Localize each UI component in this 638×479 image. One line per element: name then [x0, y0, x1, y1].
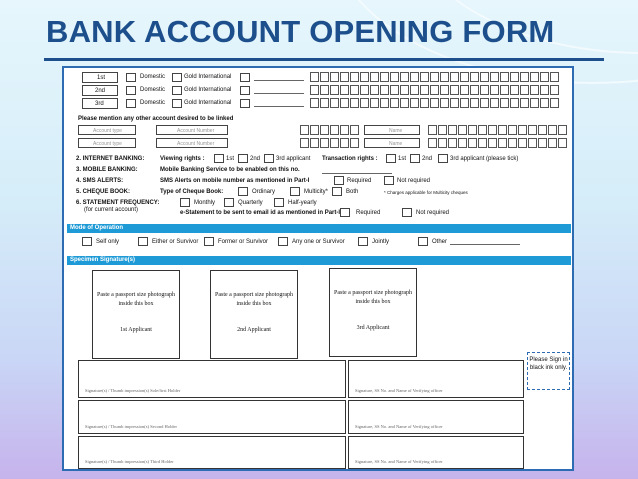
title-underline	[44, 58, 604, 61]
photo-box-1st-applicant[interactable]	[92, 270, 180, 359]
page-title: BANK ACCOUNT OPENING FORM	[46, 14, 555, 49]
gold-international-checkbox[interactable]	[172, 86, 182, 95]
domestic-checkbox[interactable]	[126, 73, 136, 82]
signature-box-second-holder[interactable]	[78, 400, 346, 434]
applicant-entry-grid[interactable]	[310, 72, 560, 82]
other-label: Other	[432, 239, 448, 245]
multicity-note: * Charges applicable for Multicity cheques	[384, 190, 468, 195]
account-name-grid[interactable]	[428, 138, 568, 148]
self-only-checkbox[interactable]	[82, 237, 92, 246]
estatement-text: e-Statement to be sent to email id as mentioned in Part-I	[180, 210, 341, 216]
account-number-placeholder: Account Number	[177, 128, 215, 134]
viewing-1st-checkbox[interactable]	[214, 154, 224, 163]
jointly-label: Jointly	[372, 239, 390, 245]
both-label: Both	[346, 189, 359, 195]
account-type-placeholder: Account type	[93, 128, 122, 134]
signature-box-first-holder[interactable]	[78, 360, 346, 398]
transaction-2nd-checkbox[interactable]	[410, 154, 420, 163]
account-number-grid[interactable]	[300, 125, 360, 135]
transaction-1st-checkbox[interactable]	[386, 154, 396, 163]
gold-international-checkbox[interactable]	[172, 99, 182, 108]
name-line	[254, 80, 304, 81]
other-checkbox[interactable]	[418, 237, 428, 246]
viewing-1st-label: 1st	[226, 156, 235, 162]
sms-alerts-label: 4. SMS ALERTS:	[76, 178, 124, 184]
account-number-grid[interactable]	[300, 138, 360, 148]
photo-box-3rd-applicant[interactable]	[329, 268, 417, 357]
signature-caption: Signature(s) / Thumb impression(s) Third Holder	[85, 459, 174, 464]
statement-frequency-label: 6. STATEMENT FREQUENCY:	[76, 200, 160, 206]
statement-subtitle: (for current account)	[84, 207, 139, 213]
domestic-checkbox[interactable]	[126, 99, 136, 108]
account-name-placeholder: Name	[389, 141, 403, 147]
link-account-heading: Please mention any other account desired to be linked	[78, 116, 234, 122]
mobile-number-line[interactable]	[322, 173, 392, 174]
former-or-survivor-checkbox[interactable]	[204, 237, 214, 246]
verifying-officer-caption: Signature, SS No. and Name of Verifying officer	[355, 388, 443, 393]
applicant-box[interactable]	[240, 73, 250, 82]
transaction-rights-label: Transaction rights :	[322, 156, 378, 162]
estatement-not-required-label: Not required	[416, 210, 450, 216]
account-type-placeholder: Account type	[93, 141, 122, 147]
applicant-entry-grid[interactable]	[310, 98, 560, 108]
either-or-survivor-checkbox[interactable]	[138, 237, 148, 246]
both-checkbox[interactable]	[332, 187, 342, 196]
verifying-officer-caption: Signature, SS No. and Name of Verifying officer	[355, 459, 443, 464]
domestic-label: Domestic	[140, 100, 166, 106]
monthly-label: Monthly	[194, 200, 216, 206]
viewing-3rd-checkbox[interactable]	[264, 154, 274, 163]
domestic-checkbox[interactable]	[126, 86, 136, 95]
estatement-not-required-checkbox[interactable]	[402, 208, 412, 217]
account-number-field[interactable]	[156, 138, 228, 148]
mode-of-operation-heading: Mode of Operation	[67, 224, 571, 233]
applicant-box[interactable]	[240, 86, 250, 95]
monthly-checkbox[interactable]	[180, 198, 190, 207]
viewing-3rd-label: 3rd applicant	[276, 156, 311, 162]
verifying-officer-caption: Signature, SS No. and Name of Verifying officer	[355, 424, 443, 429]
transaction-1st-label: 1st	[398, 156, 407, 162]
cheque-type-label: Type of Cheque Book:	[160, 189, 224, 195]
applicant-entry-grid[interactable]	[310, 85, 560, 95]
verifying-officer-box[interactable]	[348, 400, 524, 434]
sms-required-label: Required	[347, 178, 372, 184]
viewing-2nd-checkbox[interactable]	[238, 154, 248, 163]
sms-required-checkbox[interactable]	[334, 176, 344, 185]
account-number-field[interactable]	[156, 125, 228, 135]
account-name-grid[interactable]	[428, 125, 568, 135]
gold-international-label: Gold International	[184, 74, 232, 80]
domestic-label: Domestic	[140, 74, 166, 80]
applicant-label: 1st	[97, 75, 106, 81]
former-or-survivor-label: Former or Survivor	[218, 239, 269, 245]
viewing-2nd-label: 2nd	[250, 156, 261, 162]
sms-not-required-label: Not required	[397, 178, 431, 184]
photo-instruction: Paste a passport size photograph inside this box	[334, 290, 412, 305]
photo-instruction: Paste a passport size photograph inside this box	[97, 292, 175, 307]
internet-banking-label: 2. INTERNET BANKING:	[76, 156, 145, 162]
signature-caption: Signature(s) / Thumb impression(s) Sole/first Holder	[85, 388, 181, 393]
applicant-label: 2nd	[95, 88, 106, 94]
applicant-label: 2nd Applicant	[237, 327, 271, 333]
gold-international-label: Gold International	[184, 87, 232, 93]
account-name-field[interactable]	[364, 138, 420, 148]
applicant-box[interactable]	[240, 99, 250, 108]
ordinary-label: Ordinary	[252, 189, 276, 195]
signature-box-third-holder[interactable]	[78, 436, 346, 469]
verifying-officer-box[interactable]	[348, 436, 524, 469]
estatement-required-label: Required	[356, 210, 381, 216]
half-yearly-checkbox[interactable]	[274, 198, 284, 207]
applicant-label: 3rd	[95, 101, 104, 107]
multicity-label: Multicity*	[304, 189, 329, 195]
sms-alerts-text: SMS Alerts on mobile number as mentioned in Part-I	[160, 178, 310, 184]
domestic-label: Domestic	[140, 87, 166, 93]
specimen-signature-heading: Specimen Signature(s)	[67, 256, 571, 265]
ordinary-checkbox[interactable]	[238, 187, 248, 196]
half-yearly-label: Half-yearly	[288, 200, 317, 206]
transaction-3rd-checkbox[interactable]	[438, 154, 448, 163]
photo-box-2nd-applicant[interactable]	[210, 270, 298, 359]
signature-caption: Signature(s) / Thumb impression(s) Second Holder	[85, 424, 178, 429]
mobile-banking-label: 3. MOBILE BANKING:	[76, 167, 138, 173]
transaction-3rd-label: 3rd applicant (please tick)	[450, 156, 519, 162]
any-one-or-survivor-checkbox[interactable]	[278, 237, 288, 246]
quarterly-checkbox[interactable]	[224, 198, 234, 207]
cheque-book-label: 5. CHEQUE BOOK:	[76, 189, 131, 195]
self-only-label: Self only	[96, 239, 120, 245]
quarterly-label: Quarterly	[238, 200, 263, 206]
account-type-field[interactable]	[78, 138, 136, 148]
name-line	[254, 93, 304, 94]
verifying-officer-box[interactable]	[348, 360, 524, 398]
name-line	[254, 106, 304, 107]
transaction-2nd-label: 2nd	[422, 156, 433, 162]
jointly-checkbox[interactable]	[358, 237, 368, 246]
other-line[interactable]	[450, 244, 520, 245]
sms-not-required-checkbox[interactable]	[384, 176, 394, 185]
account-form	[62, 66, 574, 471]
account-number-placeholder: Account Number	[177, 141, 215, 147]
mobile-banking-text: Mobile Banking Service to be enabled on this no.	[160, 167, 300, 173]
gold-international-label: Gold International	[184, 100, 232, 106]
any-one-or-survivor-label: Any one or Survivor	[292, 239, 345, 245]
account-name-field[interactable]	[364, 125, 420, 135]
gold-international-checkbox[interactable]	[172, 73, 182, 82]
applicant-label: 3rd Applicant	[356, 325, 390, 331]
viewing-rights-label: Viewing rights :	[160, 156, 205, 162]
account-type-field[interactable]	[78, 125, 136, 135]
estatement-required-checkbox[interactable]	[340, 208, 350, 217]
account-name-placeholder: Name	[389, 128, 403, 134]
applicant-label: 1st Applicant	[120, 327, 152, 333]
photo-instruction: Paste a passport size photograph inside this box	[215, 292, 293, 307]
either-or-survivor-label: Either or Survivor	[152, 239, 199, 245]
multicity-checkbox[interactable]	[290, 187, 300, 196]
sign-in-black-ink-note: Please Sign in black ink only.	[527, 352, 570, 390]
